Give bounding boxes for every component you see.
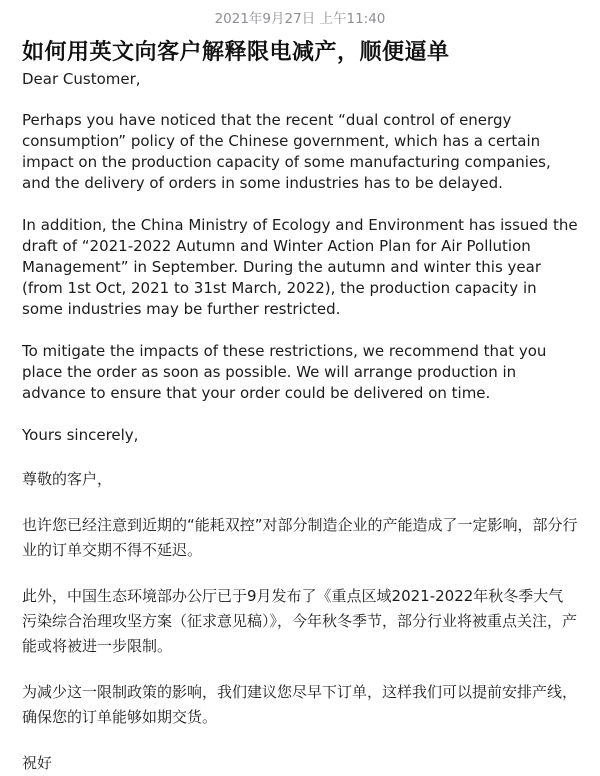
chinese-paragraph-1: 也许您已经注意到近期的“能耗双控”对部分制造企业的产能造成了一定影响，部分行业的订单交期不得不延迟。 xyxy=(22,516,578,559)
chinese-paragraph-2: 此外，中国生态环境部办公厅已于9月发布了《重点区域2021-2022年秋冬季大气污染综合治理攻坚方案（征求意见稿）》，今年秋冬季节，部分行业将被重点关注，产能或将被进一步限制。 xyxy=(22,587,578,655)
chinese-paragraph-3: 为减少这一限制政策的影响，我们建议您尽早下订单，这样我们可以提前安排产线，确保您的订单能够如期交货。 xyxy=(22,683,578,726)
chinese-closing: 祝好 xyxy=(22,754,53,772)
chinese-greeting: 尊敬的客户， xyxy=(22,470,113,488)
english-paragraph-2: In addition, the China Ministry of Ecology and Environment has issued the draft of “2021-2022 Autumn and Winter Action Plan for Air Pollution Management” in September. During the autumn and winter this year (from 1st Oct, 2021 to 31st March, 2022), the production capacity in some industries may be further restricted. xyxy=(22,216,578,318)
english-paragraph-1: Perhaps you have noticed that the recent “dual control of energy consumption” policy of the Chinese government, which has a certain impact on the production capacity of some manufacturing companies, and the delivery of orders in some industries has to be delayed. xyxy=(22,111,551,192)
english-closing: Yours sincerely, xyxy=(22,426,139,444)
english-greeting: Dear Customer, xyxy=(22,70,141,88)
english-paragraph-3: To mitigate the impacts of these restrictions, we recommend that you place the order as soon as possible. We will arrange production in advance to ensure that your order could be delivered on time. xyxy=(22,342,547,402)
article-title: 如何用英文向客户解释限电减产，顺便逼单 xyxy=(22,40,450,65)
message-timestamp: 2021年9月27日 上午11:40 xyxy=(214,11,386,27)
